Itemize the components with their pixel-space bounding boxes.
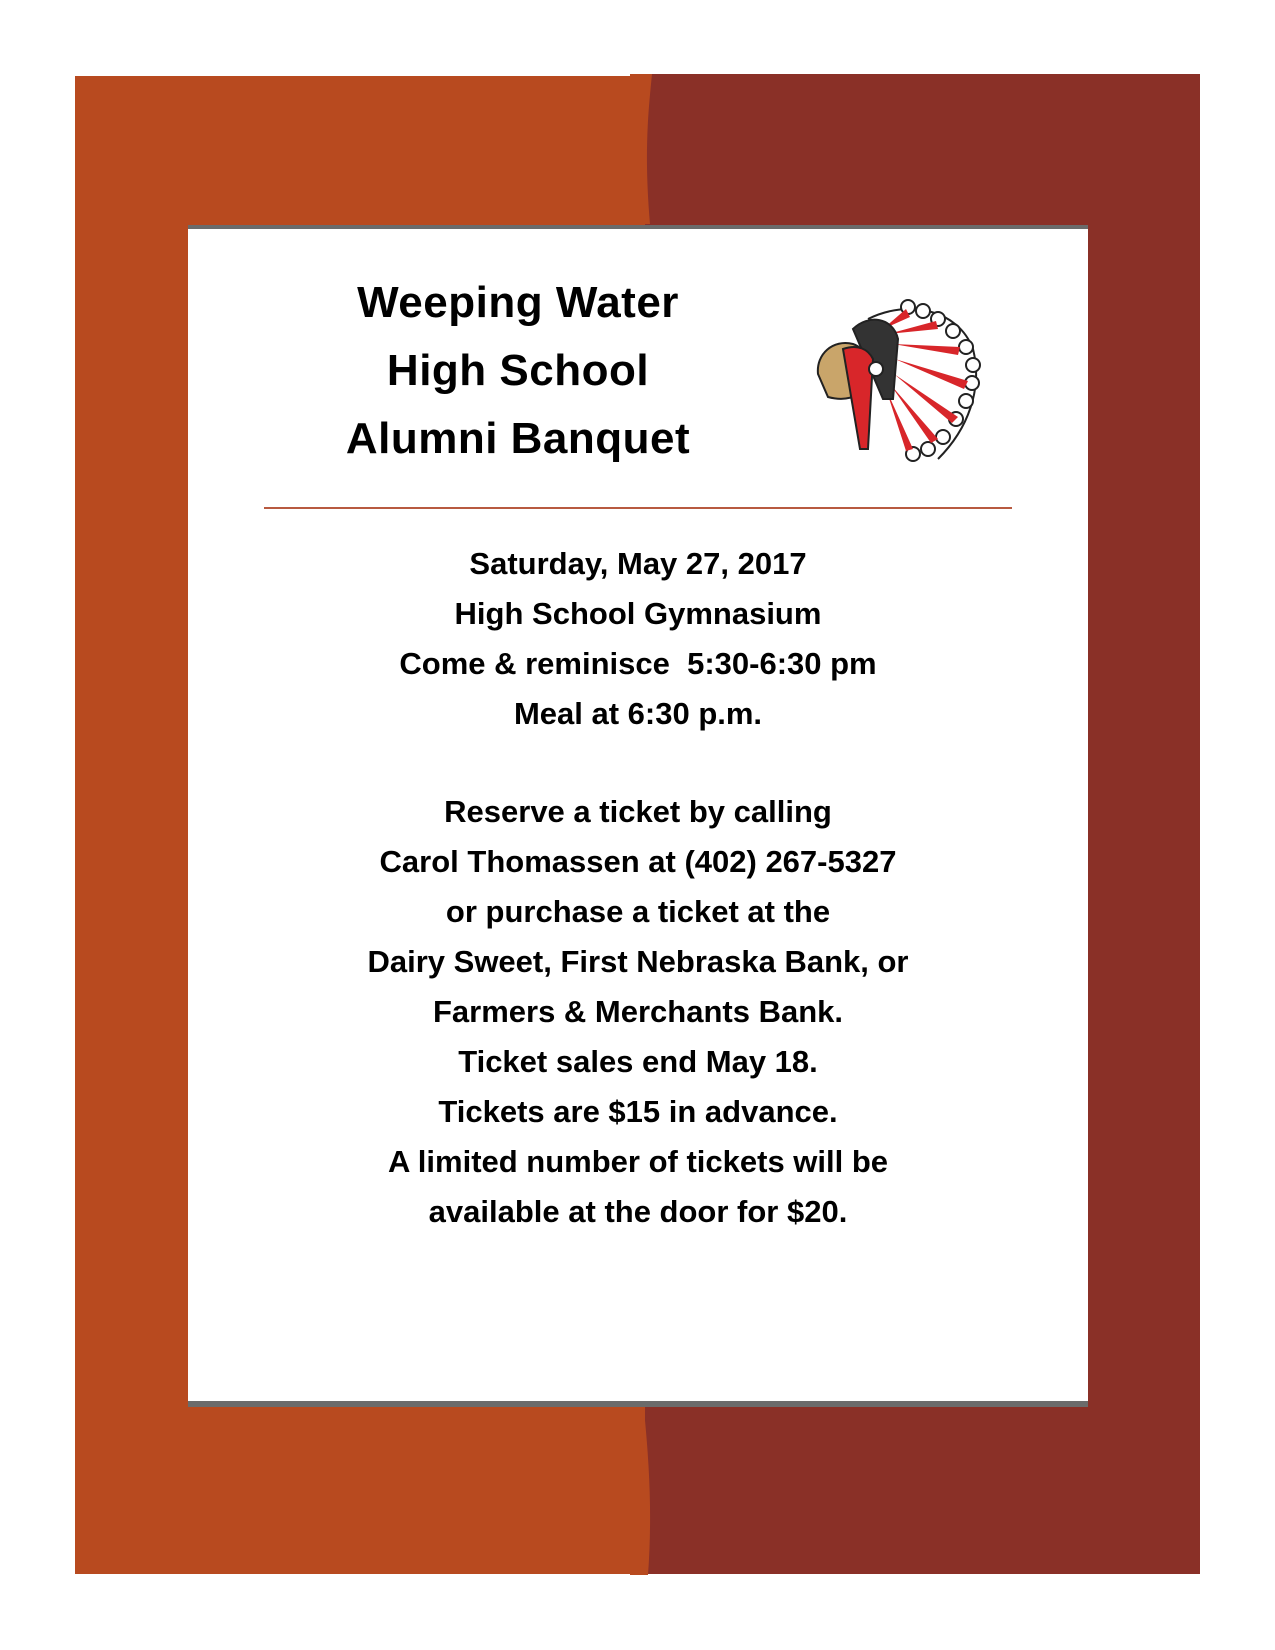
- title-line: High School: [386, 346, 650, 395]
- event-location: High School Gymnasium: [454, 596, 822, 631]
- event-reception-time: Come & reminisce 5:30-6:30 pm: [399, 646, 877, 681]
- event-details: [188, 539, 1088, 739]
- wave-divider-bottom: [630, 1410, 670, 1575]
- ticket-locations: Dairy Sweet, First Nebraska Bank, or: [367, 944, 909, 979]
- ticket-line: A limited number of tickets will be: [387, 1144, 889, 1179]
- event-date: Saturday, May 27, 2017: [469, 546, 807, 581]
- ticket-line: or purchase a ticket at the: [445, 894, 831, 929]
- title-divider: [264, 507, 1012, 509]
- ticket-info: [188, 787, 1088, 1237]
- ticket-contact: Carol Thomassen at (402) 267-5327: [379, 844, 897, 879]
- flyer-title: [308, 269, 728, 473]
- ticket-price-door: available at the door for $20.: [428, 1194, 848, 1229]
- ticket-line: Reserve a ticket by calling: [444, 794, 832, 829]
- title-line: Alumni Banquet: [345, 414, 691, 463]
- ticket-deadline: Ticket sales end May 18.: [458, 1044, 818, 1079]
- wave-divider-top: [630, 74, 670, 224]
- title-line: Weeping Water: [357, 278, 679, 327]
- flyer-content-panel: [188, 225, 1088, 1407]
- indian-headdress-mascot-icon: [798, 289, 988, 469]
- ticket-price-advance: Tickets are $15 in advance.: [438, 1094, 838, 1129]
- ticket-locations: Farmers & Merchants Bank.: [432, 994, 844, 1029]
- event-meal-time: Meal at 6:30 p.m.: [513, 696, 763, 731]
